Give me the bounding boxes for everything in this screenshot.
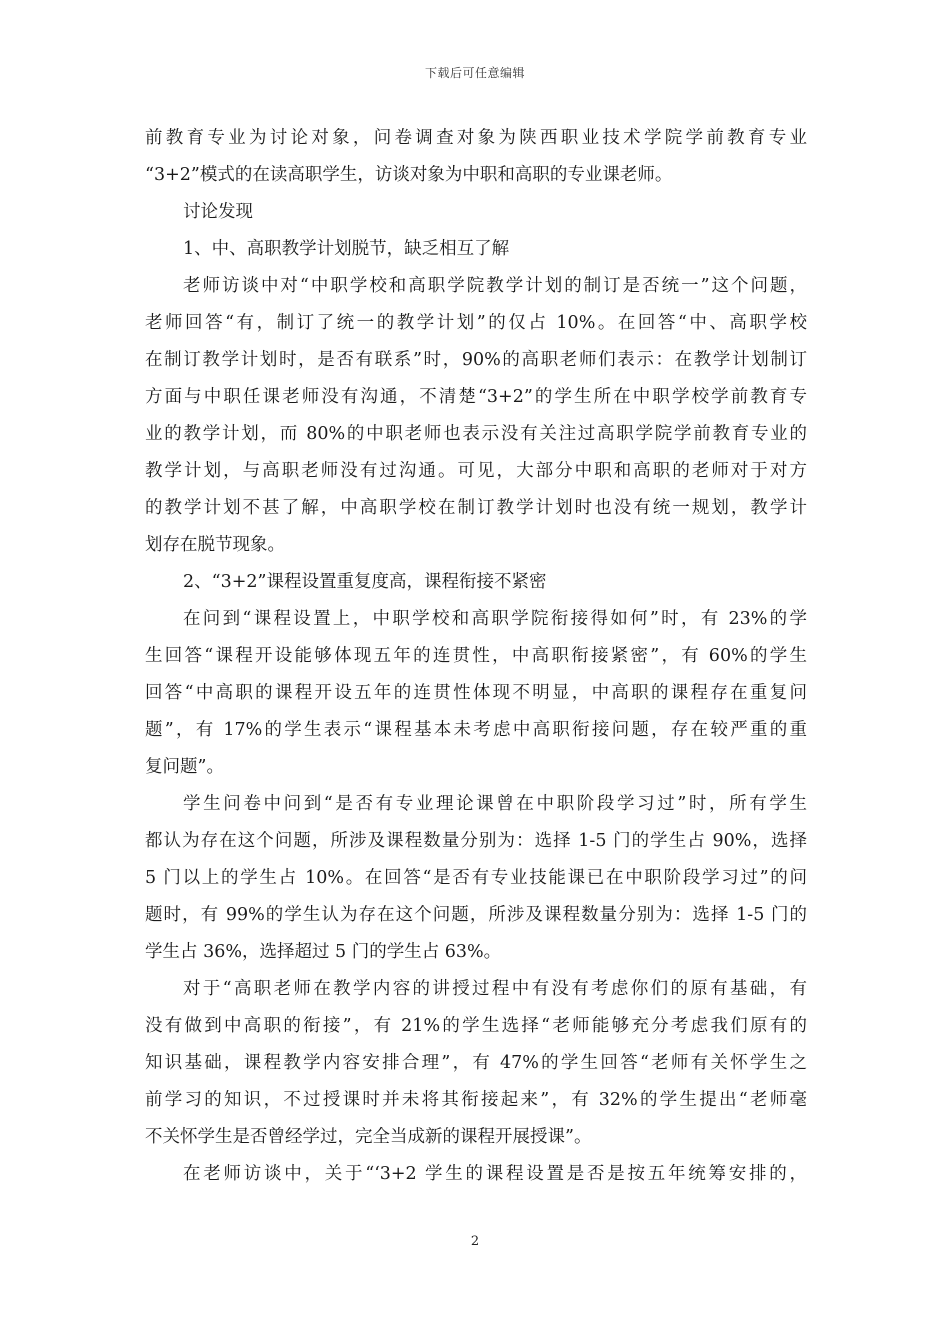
text-line: 业的教学计划，而 80%的中职老师也表示没有关注过高职学院学前教育专业的 <box>145 424 807 444</box>
text-line: 在老师访谈中，关于“‘3+2 学生的课程设置是否是按五年统筹安排的， <box>183 1164 807 1184</box>
text-line: 回答“中高职的课程开设五年的连贯性体现不明显，中高职的课程存在重复问 <box>145 683 807 703</box>
text-line: 5 门以上的学生占 10%。在回答“是否有专业技能课已在中职阶段学习过”的问 <box>145 868 807 888</box>
text-line: “3+2”模式的在读高职学生，访谈对象为中职和高职的专业课老师。 <box>145 165 673 185</box>
text-line: 的教学计划不甚了解，中高职学校在制订教学计划时也没有统一规划，教学计 <box>145 498 807 518</box>
text-line: 划存在脱节现象。 <box>145 535 285 555</box>
page-header: 下载后可任意编辑 <box>424 66 525 80</box>
text-line: 前学习的知识，不过授课时并未将其衔接起来”，有 32%的学生提出“老师毫 <box>145 1090 807 1110</box>
text-line: 不关怀学生是否曾经学过，完全当成新的课程开展授课”。 <box>145 1127 592 1147</box>
document-body <box>145 120 807 1193</box>
text-line: 老师回答“有，制订了统一的教学计划”的仅占 10%。在回答“中、高职学校 <box>145 313 807 333</box>
text-line: 学生占 36%，选择超过 5 门的学生占 63%。 <box>145 942 502 962</box>
text-line: 方面与中职任课老师没有沟通，不清楚“3+2”的学生所在中职学校学前教育专 <box>145 387 807 407</box>
text-line: 都认为存在这个问题，所涉及课程数量分别为：选择 1-5 门的学生占 90%，选择 <box>145 831 807 851</box>
text-line: 生回答“课程开设能够体现五年的连贯性，中高职衔接紧密”，有 60%的学生 <box>145 646 807 666</box>
text-line: 没有做到中高职的衔接”，有 21%的学生选择“老师能够充分考虑我们原有的 <box>145 1016 807 1036</box>
page-number: 2 <box>470 1234 480 1249</box>
text-line: 复问题”。 <box>145 757 224 777</box>
text-line: 学生问卷中问到“是否有专业理论课曾在中职阶段学习过”时，所有学生 <box>183 794 807 814</box>
text-line: 在制订教学计划时，是否有联系”时，90%的高职老师们表示：在教学计划制订 <box>145 350 807 370</box>
text-line: 1、中、高职教学计划脱节，缺乏相互了解 <box>183 239 510 259</box>
text-line: 对于“高职老师在教学内容的讲授过程中有没有考虑你们的原有基础，有 <box>183 979 807 999</box>
text-line: 教学计划，与高职老师没有过沟通。可见，大部分中职和高职的老师对于对方 <box>145 461 807 481</box>
text-line: 老师访谈中对“中职学校和高职学院教学计划的制订是否统一”这个问题， <box>183 276 807 296</box>
text-line: 在问到“课程设置上，中职学校和高职学院衔接得如何”时，有 23%的学 <box>183 609 807 629</box>
text-line: 讨论发现 <box>183 202 253 222</box>
text-line: 前教育专业为讨论对象，问卷调查对象为陕西职业技术学院学前教育专业 <box>145 128 807 148</box>
text-line: 知识基础，课程教学内容安排合理”，有 47%的学生回答“老师有关怀学生之 <box>145 1053 807 1073</box>
text-line: 2、“3+2”课程设置重复度高，课程衔接不紧密 <box>183 572 547 592</box>
text-line: 题”，有 17%的学生表示“课程基本未考虑中高职衔接问题，存在较严重的重 <box>145 720 807 740</box>
text-line: 题时，有 99%的学生认为存在这个问题，所涉及课程数量分别为：选择 1-5 门的 <box>145 905 807 925</box>
